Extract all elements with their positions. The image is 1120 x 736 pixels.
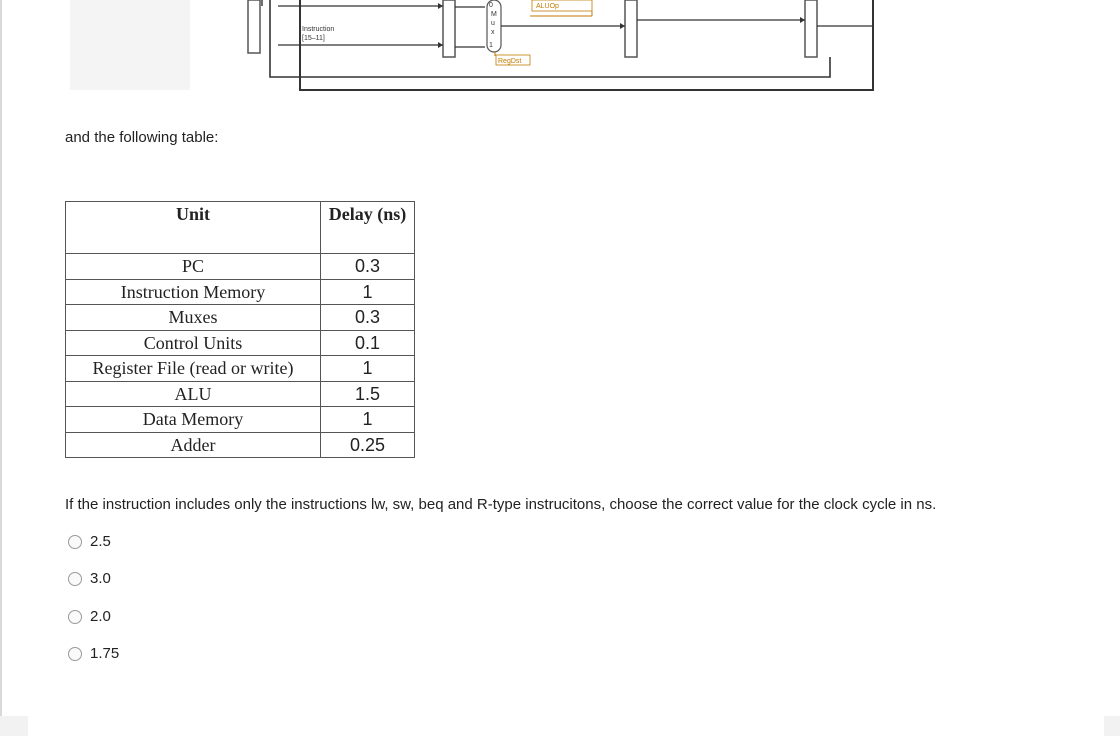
table-header-row	[66, 202, 415, 254]
mux-letter-u: u	[491, 20, 495, 27]
page-bottom-panel	[28, 716, 1104, 736]
table-row	[66, 254, 415, 280]
pipeline-register-1	[248, 0, 260, 53]
datapath-diagram	[60, 0, 890, 100]
answer-option-4[interactable]	[68, 645, 119, 662]
radio-button-icon[interactable]	[68, 572, 82, 586]
unit-cell: Adder	[66, 432, 321, 458]
unit-cell: Muxes	[66, 305, 321, 331]
unit-cell: PC	[66, 254, 321, 280]
regdst-label: RegDst	[498, 58, 522, 65]
answer-option-label: 3.0	[90, 570, 111, 587]
delay-cell: 1.5	[321, 381, 415, 407]
delay-cell: 0.25	[321, 432, 415, 458]
radio-button-icon[interactable]	[68, 610, 82, 624]
answer-option-label: 2.5	[90, 533, 111, 550]
pipeline-register-3	[625, 0, 637, 57]
column-header-delay: Delay (ns)	[321, 202, 415, 254]
answer-option-2[interactable]	[68, 570, 111, 587]
unit-cell: Instruction Memory	[66, 279, 321, 305]
table-row	[66, 279, 415, 305]
intro-text: and the following table:	[65, 129, 219, 146]
delay-cell: 0.1	[321, 330, 415, 356]
unit-cell: ALU	[66, 381, 321, 407]
pipeline-register-4	[805, 0, 817, 57]
table-row	[66, 407, 415, 433]
answer-option-3[interactable]	[68, 608, 111, 625]
delay-cell: 1	[321, 279, 415, 305]
table-row	[66, 356, 415, 382]
table-row	[66, 305, 415, 331]
delay-cell: 0.3	[321, 254, 415, 280]
page-left-border	[0, 0, 2, 716]
mux-letter-m: M	[491, 11, 497, 18]
answer-option-label: 1.75	[90, 645, 120, 662]
delay-cell: 1	[321, 407, 415, 433]
delay-cell: 1	[321, 356, 415, 382]
radio-button-icon[interactable]	[68, 647, 82, 661]
table-row	[66, 330, 415, 356]
instruction-label: Instruction	[302, 26, 335, 33]
delay-table	[65, 201, 415, 458]
answer-option-1[interactable]	[68, 533, 111, 550]
unit-cell: Data Memory	[66, 407, 321, 433]
table-row	[66, 381, 415, 407]
pipeline-register-2	[443, 0, 455, 57]
mux-input-one: 1	[489, 42, 493, 49]
aluop-label: ALUOp	[536, 3, 559, 10]
unit-cell: Register File (read or write)	[66, 356, 321, 382]
radio-button-icon[interactable]	[68, 535, 82, 549]
diagram-faded-region	[70, 0, 190, 90]
mux-letter-x: x	[491, 29, 495, 36]
mux-input-zero: 0	[489, 2, 493, 9]
table-row	[66, 432, 415, 458]
delay-cell: 0.3	[321, 305, 415, 331]
answer-option-label: 2.0	[90, 608, 111, 625]
feedback-bus-inner	[270, 0, 830, 77]
instruction-bits-label: [15–11]	[302, 35, 325, 42]
question-text: If the instruction includes only the instructions lw, sw, beq and R-type instrucitons, choose the correct value for the clock cycle in ns.	[65, 496, 937, 513]
unit-cell: Control Units	[66, 330, 321, 356]
column-header-unit: Unit	[66, 202, 321, 254]
